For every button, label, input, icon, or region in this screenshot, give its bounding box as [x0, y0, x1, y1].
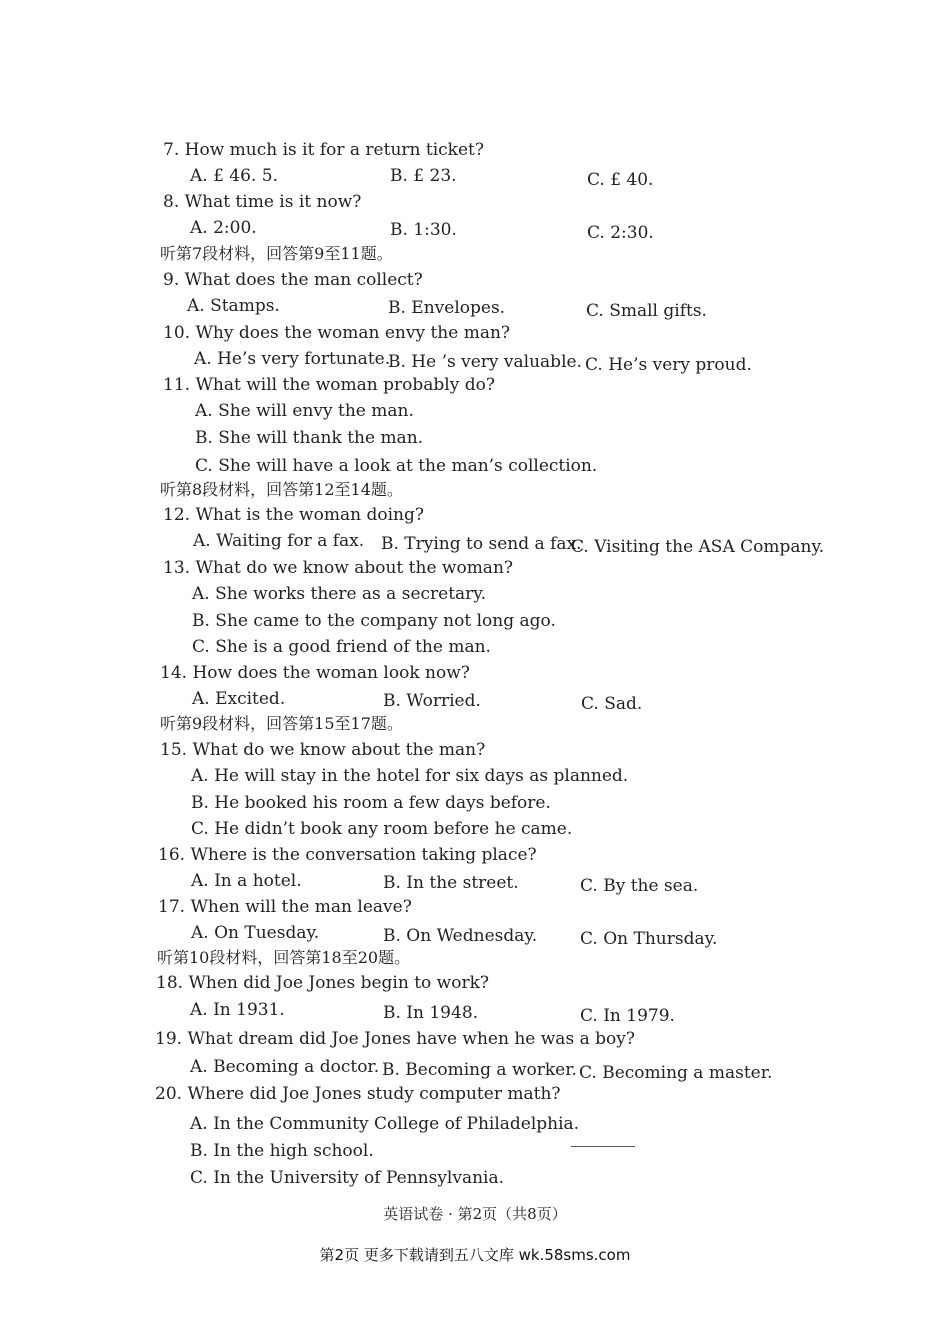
question-8: 8. What time is it now?: [163, 192, 362, 212]
option-17c: C. On Thursday.: [580, 929, 718, 949]
option-16a: A. In a hotel.: [191, 871, 302, 891]
question-17: 17. When will the man leave?: [158, 897, 412, 917]
option-9b: B. Envelopes.: [388, 298, 506, 318]
option-7b: B. £ 23.: [390, 166, 457, 186]
question-18: 18. When did Joe Jones begin to work?: [156, 973, 490, 993]
option-20a: A. In the Community College of Philadelphia.: [190, 1114, 580, 1134]
option-18a: A. In 1931.: [190, 1000, 285, 1020]
section-header-7: 听第7段材料，回答第9至11题。: [160, 244, 393, 263]
question-15: 15. What do we know about the man?: [160, 740, 486, 760]
option-13c: C. She is a good friend of the man.: [192, 637, 491, 657]
option-19b: B. Becoming a worker.: [382, 1060, 577, 1080]
option-18b: B. In 1948.: [383, 1003, 479, 1023]
option-10b: B. He ’s very valuable.: [388, 352, 582, 372]
question-13: 13. What do we know about the woman?: [163, 558, 514, 578]
option-20c: C. In the University of Pennsylvania.: [190, 1168, 505, 1188]
option-11a: A. She will envy the man.: [195, 401, 414, 421]
option-7c: C. £ 40.: [587, 170, 654, 190]
question-11: 11. What will the woman probably do?: [163, 375, 495, 395]
option-16c: C. By the sea.: [580, 876, 699, 896]
option-10c: C. He’s very proud.: [585, 355, 752, 375]
option-9a: A. Stamps.: [187, 296, 280, 316]
option-19a: A. Becoming a doctor.: [190, 1057, 380, 1077]
question-12: 12. What is the woman doing?: [163, 505, 424, 525]
option-8a: A. 2:00.: [190, 218, 257, 238]
question-14: 14. How does the woman look now?: [160, 663, 470, 683]
section-header-9: 听第9段材料，回答第15至17题。: [160, 714, 403, 733]
divider-mark: [571, 1146, 635, 1147]
option-15b: B. He booked his room a few days before.: [191, 793, 551, 813]
option-17a: A. On Tuesday.: [191, 923, 320, 943]
option-14c: C. Sad.: [581, 694, 643, 714]
option-11c: C. She will have a look at the man’s collection.: [195, 456, 598, 476]
option-19c: C. Becoming a master.: [579, 1063, 773, 1083]
option-20b: B. In the high school.: [190, 1141, 374, 1161]
option-12a: A. Waiting for a fax.: [193, 531, 365, 551]
option-12c: C. Visiting the ASA Company.: [571, 537, 825, 557]
question-19: 19. What dream did Joe Jones have when he was a boy?: [155, 1029, 635, 1049]
option-12b: B. Trying to send a fax.: [381, 534, 582, 554]
option-13b: B. She came to the company not long ago.: [192, 611, 556, 631]
option-13a: A. She works there as a secretary.: [192, 584, 487, 604]
option-10a: A. He’s very fortunate.: [194, 349, 391, 369]
question-20: 20. Where did Joe Jones study computer math?: [155, 1084, 561, 1104]
question-16: 16. Where is the conversation taking place?: [158, 845, 537, 865]
page-number-label: 英语试卷 · 第2页（共8页）: [383, 1205, 567, 1223]
option-8b: B. 1:30.: [390, 220, 457, 240]
option-15c: C. He didn’t book any room before he came.: [191, 819, 573, 839]
question-7: 7. How much is it for a return ticket?: [163, 140, 484, 160]
question-10: 10. Why does the woman envy the man?: [163, 323, 511, 343]
option-18c: C. In 1979.: [580, 1006, 675, 1026]
option-11b: B. She will thank the man.: [195, 428, 424, 448]
section-header-8: 听第8段材料，回答第12至14题。: [160, 480, 403, 499]
option-16b: B. In the street.: [383, 873, 519, 893]
option-9c: C. Small gifts.: [586, 301, 707, 321]
watermark-text: 第2页 更多下载请到五八文库 wk.58sms.com: [319, 1246, 631, 1264]
question-9: 9. What does the man collect?: [163, 270, 423, 290]
option-15a: A. He will stay in the hotel for six days as planned.: [191, 766, 629, 786]
option-7a: A. £ 46. 5.: [190, 166, 278, 186]
option-17b: B. On Wednesday.: [383, 926, 538, 946]
section-header-10: 听第10段材料，回答第18至20题。: [157, 948, 411, 967]
option-14a: A. Excited.: [192, 689, 286, 709]
option-8c: C. 2:30.: [587, 223, 654, 243]
option-14b: B. Worried.: [383, 691, 481, 711]
